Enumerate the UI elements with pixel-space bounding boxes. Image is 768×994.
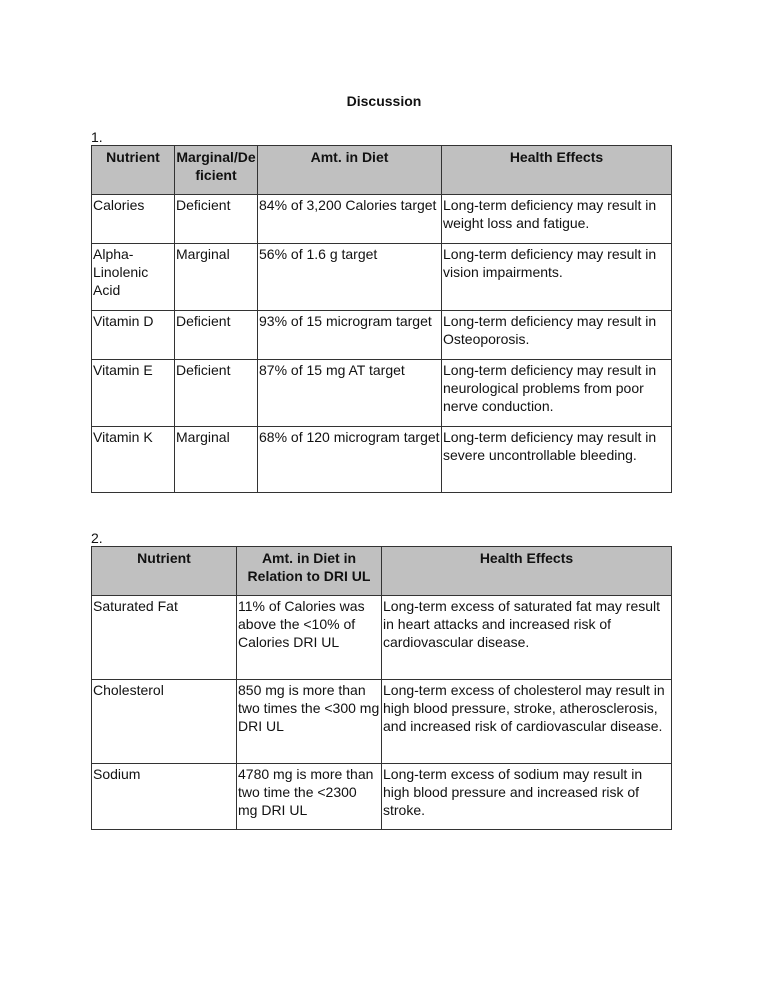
cell-nutrient: Vitamin K — [92, 427, 175, 493]
cell-amount: 84% of 3,200 Calories target — [258, 195, 442, 244]
header-amt-in-diet: Amt. in Diet — [258, 146, 442, 195]
cell-nutrient: Cholesterol — [92, 680, 237, 764]
header-health-effects: Health Effects — [382, 547, 672, 596]
cell-nutrient: Vitamin D — [92, 311, 175, 360]
cell-health-effects: Long-term excess of sodium may result in high blood pressure and increased risk of stroke. — [382, 764, 672, 830]
dri-ul-excess-table — [91, 546, 672, 830]
cell-amount: 93% of 15 microgram target — [258, 311, 442, 360]
cell-health-effects: Long-term deficiency may result in Osteoporosis. — [442, 311, 672, 360]
header-nutrient: Nutrient — [92, 547, 237, 596]
cell-amount: 87% of 15 mg AT target — [258, 360, 442, 427]
cell-status: Deficient — [175, 311, 258, 360]
cell-amount: 850 mg is more than two times the <300 mg DRI UL — [237, 680, 382, 764]
header-nutrient: Nutrient — [92, 146, 175, 195]
table-row — [92, 244, 672, 311]
cell-health-effects: Long-term deficiency may result in neurological problems from poor nerve conduction. — [442, 360, 672, 427]
table-header-row — [92, 146, 672, 195]
cell-health-effects: Long-term deficiency may result in vision impairments. — [442, 244, 672, 311]
table-row — [92, 311, 672, 360]
header-health-effects: Health Effects — [442, 146, 672, 195]
table-row — [92, 195, 672, 244]
cell-nutrient: Alpha-Linolenic Acid — [92, 244, 175, 311]
document-title: Discussion — [346, 93, 422, 109]
cell-amount: 11% of Calories was above the <10% of Calories DRI UL — [237, 596, 382, 680]
table-header-row — [92, 547, 672, 596]
cell-status: Marginal — [175, 244, 258, 311]
cell-status: Deficient — [175, 195, 258, 244]
table-row — [92, 360, 672, 427]
cell-amount: 4780 mg is more than two time the <2300 mg DRI UL — [237, 764, 382, 830]
cell-health-effects: Long-term excess of saturated fat may result in heart attacks and increased risk of cardiovascular disease. — [382, 596, 672, 680]
cell-status: Marginal — [175, 427, 258, 493]
cell-health-effects: Long-term deficiency may result in severe uncontrollable bleeding. — [442, 427, 672, 493]
table-row — [92, 427, 672, 493]
cell-amount: 68% of 120 microgram target — [258, 427, 442, 493]
cell-health-effects: Long-term excess of cholesterol may result in high blood pressure, stroke, atherosclerosis, and increased risk of cardiovascular disease. — [382, 680, 672, 764]
section-number-2: 2. — [91, 530, 103, 546]
cell-nutrient: Sodium — [92, 764, 237, 830]
nutrient-deficiency-table — [91, 145, 672, 493]
header-marginal-deficient: Marginal/Deficient — [175, 146, 258, 195]
table-row — [92, 764, 672, 830]
table-row — [92, 596, 672, 680]
cell-health-effects: Long-term deficiency may result in weight loss and fatigue. — [442, 195, 672, 244]
header-amt-in-diet-dri-ul: Amt. in Diet in Relation to DRI UL — [237, 547, 382, 596]
cell-nutrient: Saturated Fat — [92, 596, 237, 680]
cell-nutrient: Vitamin E — [92, 360, 175, 427]
cell-amount: 56% of 1.6 g target — [258, 244, 442, 311]
cell-status: Deficient — [175, 360, 258, 427]
table-row — [92, 680, 672, 764]
section-number-1: 1. — [91, 129, 103, 145]
cell-nutrient: Calories — [92, 195, 175, 244]
